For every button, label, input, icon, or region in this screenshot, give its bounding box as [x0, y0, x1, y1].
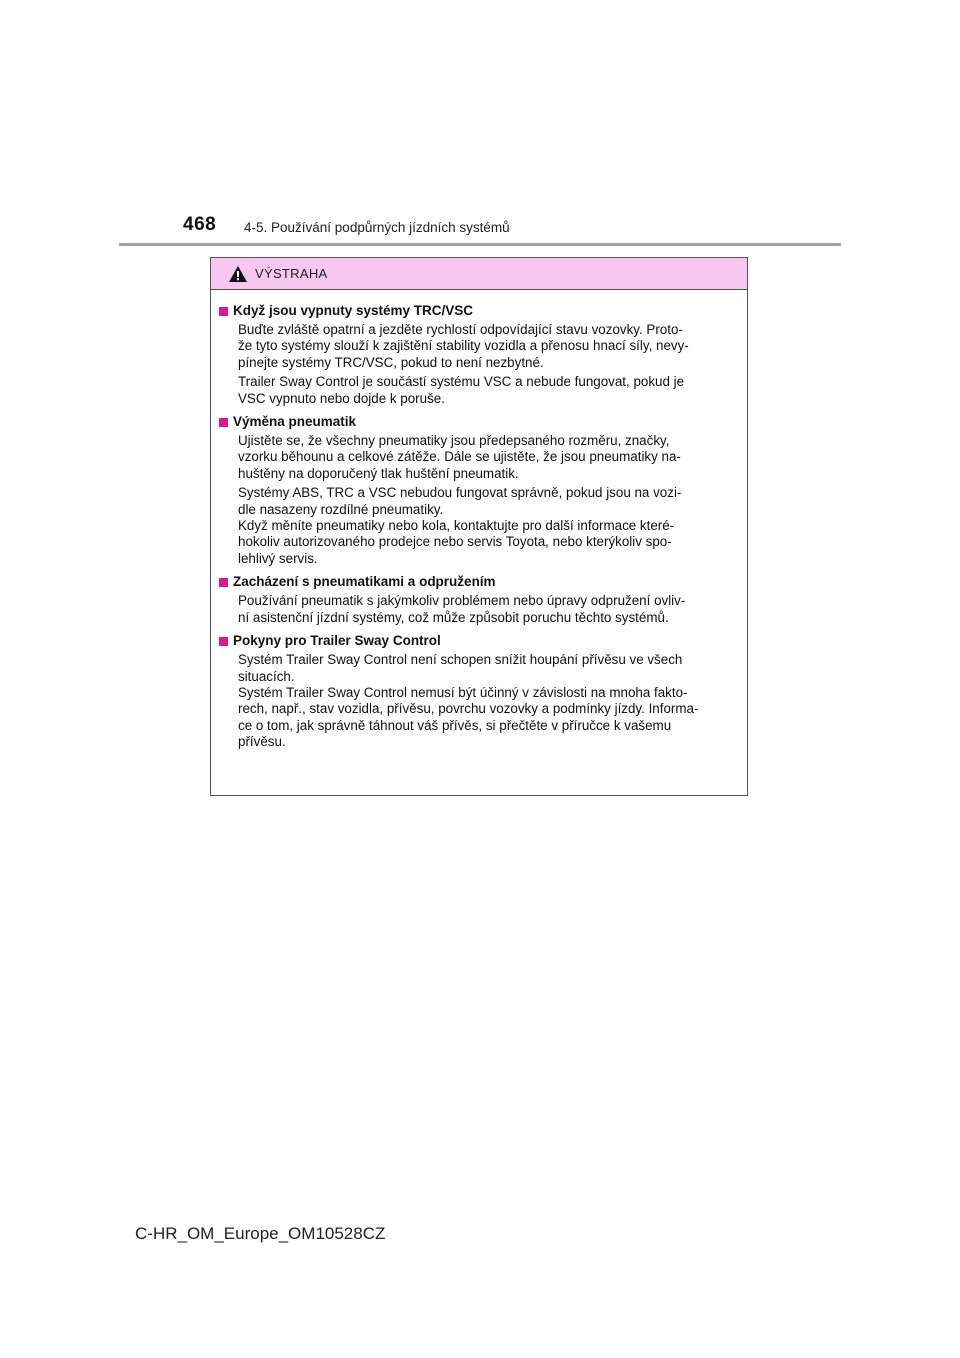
- paragraph: Trailer Sway Control je součástí systému VSC a nebude fungovat, pokud je VSC vypnuto nebo dojde k poruše.: [238, 374, 685, 406]
- section-heading: [219, 632, 739, 650]
- section-heading: [219, 413, 739, 431]
- section-title: 4-5. Používání podpůrných jízdních systémů: [244, 220, 510, 235]
- section-heading-text: Když jsou vypnuty systémy TRC/VSC: [233, 303, 474, 318]
- bullet-square-icon: [219, 637, 228, 646]
- bullet-square-icon: [219, 418, 228, 427]
- bullet-square-icon: [219, 578, 228, 587]
- section-heading-text: Zacházení s pneumatikami a odpružením: [233, 574, 496, 590]
- warning-triangle-icon: [228, 265, 248, 283]
- warning-section: [219, 413, 739, 567]
- paragraph: Systémy ABS, TRC a VSC nebudou fungovat správně, pokud jsou na vozi- dle nasazeny rozdílné pneumatiky. Když měníte pneumatiky nebo kola, kontaktujte pro další informace které- hokoliv autorizovaného prodejce nebo servis Toyota, nebo kterýkoliv spo- lehlivý servis.: [238, 485, 682, 566]
- section-heading-text: Pokyny pro Trailer Sway Control: [233, 633, 441, 649]
- page-number: 468: [183, 214, 217, 235]
- warning-label: VÝSTRAHA: [255, 266, 328, 281]
- header-rule: [119, 243, 841, 246]
- section-heading: [219, 573, 739, 591]
- warning-box: [210, 257, 748, 796]
- paragraph: Buďte zvláště opatrní a jezděte rychlostí odpovídající stavu vozovky. Proto- že tyto systémy slouží k zajištění stability vozidla a přenosu hnací síly, nevy- pínejte systémy TRC/VSC, pokud to není nezbytné.: [238, 322, 689, 370]
- warning-header: [211, 258, 747, 290]
- paragraph: Používání pneumatik s jakýmkoliv problémem nebo úpravy odpružení ovliv- ní asistenční jízdní systémy, což může způsobit poruchu těchto systémů.: [238, 593, 686, 625]
- warning-section: [219, 632, 739, 750]
- paragraph: Systém Trailer Sway Control není schopen snížit houpání přívěsu ve všech situacích. Systém Trailer Sway Control nemusí být účinný v závislosti na mnoha fakto- rech, např., stav vozidla, přívěsu, povrchu vozovky a podmínky jízdy. Informa- ce o tom, jak správně táhnout váš přívěs, si přečtěte v příručce k vašemu přívěsu.: [238, 652, 699, 750]
- warning-section: [219, 573, 739, 626]
- section-heading: [219, 302, 739, 320]
- footer-document-code: C-HR_OM_Europe_OM10528CZ: [135, 1224, 386, 1243]
- bullet-square-icon: [219, 307, 228, 316]
- section-heading-text: Výměna pneumatik: [233, 414, 357, 430]
- warning-body: [211, 290, 747, 751]
- paragraph: Ujistěte se, že všechny pneumatiky jsou předepsaného rozměru, značky, vzorku běhounu a celkové zátěže. Dále se ujistěte, že jsou pneumatiky na- huštěny na doporučený tlak huštění pneumatik.: [238, 433, 681, 481]
- warning-section: [219, 302, 739, 407]
